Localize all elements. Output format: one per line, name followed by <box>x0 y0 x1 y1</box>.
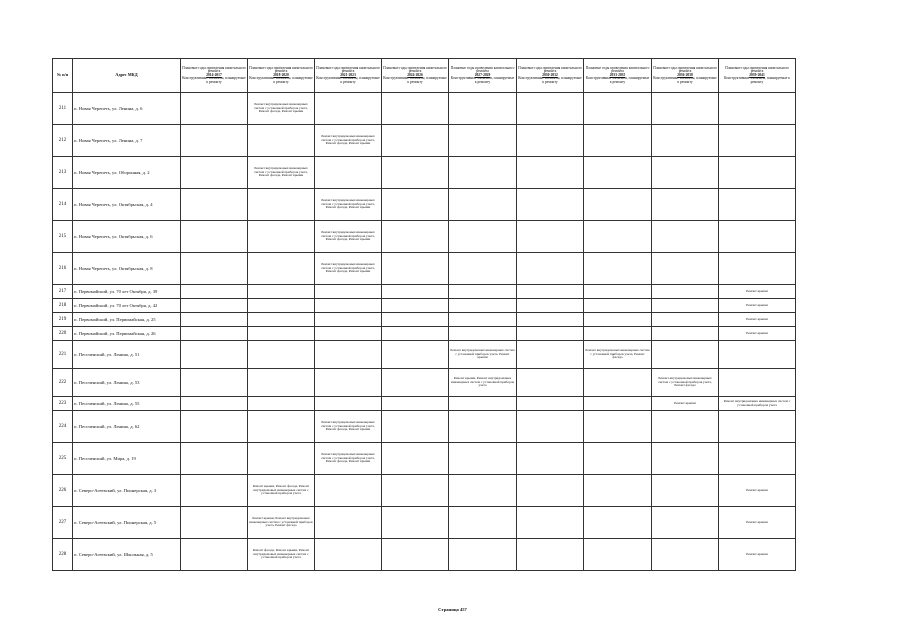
table-row <box>53 369 796 397</box>
period-years: 2033-2035 <box>609 72 626 77</box>
work-cell <box>315 507 382 539</box>
work-cell <box>449 443 517 475</box>
work-cell <box>449 507 517 539</box>
work-cell <box>382 443 449 475</box>
work-cell <box>181 507 248 539</box>
table-row <box>53 411 796 443</box>
work-cell <box>382 313 449 327</box>
work-cell <box>719 157 796 189</box>
table-row <box>53 443 796 475</box>
work-cell <box>181 397 248 411</box>
work-cell <box>315 299 382 313</box>
work-cell <box>584 397 652 411</box>
work-cell <box>181 313 248 327</box>
period-planned-label: Плановые годы проведения капитального ремонта <box>249 65 313 74</box>
table-header <box>53 59 796 93</box>
work-cell: Ремонт крыши <box>719 285 796 299</box>
table-row <box>53 313 796 327</box>
work-cell <box>584 221 652 253</box>
period-years: 2024-2026 <box>407 72 423 77</box>
row-address: п. Новая Черепеть, ул. Ленина, д. 7 <box>73 125 181 157</box>
period-years: 2039-2041 <box>749 72 765 77</box>
work-cell <box>248 285 315 299</box>
work-cell <box>382 397 449 411</box>
work-cell <box>652 313 719 327</box>
row-address: п. Новая Черепеть, ул. Ленина, д. 6 <box>73 93 181 125</box>
row-number: 219 <box>53 313 73 327</box>
row-address: п. Северо-Агеевский, ул. Пионерская, д. 3 <box>73 475 181 507</box>
work-cell: Ремонт внутридомовых инженерных систем с установкой приборов учета, Ремонт фасада, Ремонт крыши <box>248 157 315 189</box>
work-cell <box>517 327 584 341</box>
period-elements-label: Конструктивные элементы, планируемые к ремонту <box>723 76 791 84</box>
period-planned-label: Плановые годы проведения капитального ремонта <box>518 65 582 74</box>
work-cell <box>517 125 584 157</box>
work-cell <box>517 299 584 313</box>
work-cell <box>584 253 652 285</box>
work-cell <box>652 341 719 369</box>
row-number: 222 <box>53 369 73 397</box>
period-elements-label: Конструктивные элементы, планируемые к ремонту <box>249 76 313 84</box>
work-cell <box>315 397 382 411</box>
period-elements-label: Конструктивные элементы, планируемые к ремонту <box>518 76 582 84</box>
work-cell <box>382 327 449 341</box>
work-cell: Ремонт внутридомовых инженерных систем с установкой приборов учета <box>719 397 796 411</box>
work-cell <box>382 125 449 157</box>
work-cell <box>584 475 652 507</box>
work-cell <box>719 189 796 221</box>
work-cell <box>652 411 719 443</box>
work-cell: Ремонт внутридомовых инженерных систем с установкой приборов учета, Ремонт фасада, Ремонт крыши <box>248 93 315 125</box>
work-cell <box>517 221 584 253</box>
header-period <box>248 59 315 93</box>
work-cell <box>652 507 719 539</box>
work-cell: Ремонт внутридомовых инженерных систем с установкой приборов учета, Ремонт фасада, Ремонт крыши <box>315 125 382 157</box>
table-row <box>53 327 796 341</box>
period-years: 2021-2023 <box>340 72 356 77</box>
table-row <box>53 299 796 313</box>
work-cell <box>449 221 517 253</box>
period-elements-label: Конструктивные элементы, планируемые к ремонту <box>653 76 717 84</box>
work-cell <box>181 189 248 221</box>
row-number: 228 <box>53 539 73 571</box>
page-number: Страница 457 <box>438 607 467 612</box>
row-number: 227 <box>53 507 73 539</box>
row-address: п. Первомайский, ул. Первомайская, д. 26 <box>73 327 181 341</box>
work-cell <box>181 93 248 125</box>
header-period <box>382 59 449 93</box>
work-cell <box>181 341 248 369</box>
work-cell: Ремонт фасада, Ремонт крыши, Ремонт внутридомовых инженерных систем с установкой приборов учета <box>248 539 315 571</box>
header-period <box>315 59 382 93</box>
table-row <box>53 285 796 299</box>
work-cell <box>382 299 449 313</box>
work-cell <box>517 475 584 507</box>
table-row <box>53 189 796 221</box>
work-cell <box>652 221 719 253</box>
work-cell <box>248 411 315 443</box>
work-cell <box>181 369 248 397</box>
work-cell <box>719 341 796 369</box>
work-cell <box>652 253 719 285</box>
table-row <box>53 341 796 369</box>
work-cell <box>719 93 796 125</box>
work-cell: Ремонт крыши, Ремонт внутридомовых инженерных систем с установкой приборов учета, Ремонт фасада <box>248 507 315 539</box>
row-address: п. Северо-Агеевский, ул. Пионерская, д. 5 <box>73 507 181 539</box>
row-address: п. Песоченский, ул. Ленина, д. 62 <box>73 411 181 443</box>
table-row <box>53 221 796 253</box>
work-cell <box>181 299 248 313</box>
work-cell <box>584 411 652 443</box>
work-cell <box>652 125 719 157</box>
period-elements-label: Конструктивные элементы, планируемые к ремонту <box>450 76 515 84</box>
period-elements-label: Конструктивные элементы, планируемые к ремонту <box>383 76 447 84</box>
work-cell <box>517 253 584 285</box>
header-period <box>449 59 517 93</box>
period-planned-label: Плановые годы проведения капитального ремонта <box>316 65 380 74</box>
work-cell <box>181 285 248 299</box>
work-cell <box>517 443 584 475</box>
period-years: 2036-2038 <box>677 72 693 77</box>
repair-plan-table <box>52 58 796 571</box>
row-address: п. Новая Черепеть, ул. Октябрьская, д. 4 <box>73 189 181 221</box>
table-row <box>53 539 796 571</box>
work-cell <box>382 285 449 299</box>
header-period <box>719 59 796 93</box>
work-cell <box>584 299 652 313</box>
work-cell <box>652 327 719 341</box>
work-cell <box>719 443 796 475</box>
row-address: п. Песоченский, ул. Ленина, д. 55 <box>73 397 181 411</box>
work-cell: Ремонт крыши <box>719 327 796 341</box>
period-planned-label: Плановые годы проведения капитального ремонта <box>383 65 447 74</box>
work-cell <box>584 539 652 571</box>
work-cell <box>517 285 584 299</box>
work-cell <box>248 125 315 157</box>
work-cell <box>652 539 719 571</box>
row-number: 211 <box>53 93 73 125</box>
row-number: 223 <box>53 397 73 411</box>
work-cell <box>584 507 652 539</box>
row-address: п. Первомайский, ул. Первомайская, д. 25 <box>73 313 181 327</box>
work-cell <box>382 411 449 443</box>
work-cell <box>248 443 315 475</box>
work-cell <box>315 285 382 299</box>
header-address: Адрес МКД <box>73 59 181 93</box>
work-cell: Ремонт внутридомовых инженерных систем с установкой приборов учета, Ремонт фасада, Ремонт крыши <box>315 221 382 253</box>
work-cell <box>181 157 248 189</box>
work-cell <box>449 475 517 507</box>
work-cell <box>315 539 382 571</box>
work-cell <box>517 411 584 443</box>
work-cell: Ремонт крыши <box>719 475 796 507</box>
work-cell <box>652 475 719 507</box>
work-cell <box>449 253 517 285</box>
work-cell <box>449 327 517 341</box>
work-cell <box>382 341 449 369</box>
work-cell <box>449 539 517 571</box>
work-cell <box>449 157 517 189</box>
row-number: 213 <box>53 157 73 189</box>
row-number: 212 <box>53 125 73 157</box>
work-cell: Ремонт внутридомовых инженерных систем с установкой приборов учета, Ремонт фасада, Ремонт крыши <box>315 443 382 475</box>
work-cell <box>652 157 719 189</box>
header-period <box>652 59 719 93</box>
work-cell <box>584 285 652 299</box>
work-cell <box>181 253 248 285</box>
work-cell: Ремонт крыши <box>719 539 796 571</box>
table-row <box>53 93 796 125</box>
work-cell <box>248 313 315 327</box>
work-cell <box>248 253 315 285</box>
work-cell: Ремонт внутридомовых инженерных систем с установкой приборов учета, Ремонт фасада <box>652 369 719 397</box>
work-cell <box>719 221 796 253</box>
row-address: п. Северо-Агеевский, ул. Школьная, д. 5 <box>73 539 181 571</box>
work-cell <box>248 221 315 253</box>
work-cell <box>652 189 719 221</box>
row-number: 214 <box>53 189 73 221</box>
work-cell <box>382 475 449 507</box>
work-cell <box>248 397 315 411</box>
work-cell <box>248 341 315 369</box>
work-cell <box>449 189 517 221</box>
work-cell <box>181 125 248 157</box>
period-elements-label: Конструктивные элементы, планируемые к ремонту <box>585 76 650 84</box>
work-cell: Ремонт внутридомовых инженерных систем с установкой приборов учета, Ремонт фасада <box>584 341 652 369</box>
work-cell: Ремонт крыши <box>719 299 796 313</box>
work-cell <box>181 539 248 571</box>
row-number: 220 <box>53 327 73 341</box>
work-cell <box>315 93 382 125</box>
work-cell <box>382 253 449 285</box>
work-cell <box>315 313 382 327</box>
work-cell <box>181 221 248 253</box>
work-cell <box>382 189 449 221</box>
table-row <box>53 475 796 507</box>
work-cell <box>382 369 449 397</box>
work-cell <box>315 157 382 189</box>
work-cell <box>719 253 796 285</box>
header-period <box>584 59 652 93</box>
row-number: 226 <box>53 475 73 507</box>
work-cell <box>517 507 584 539</box>
work-cell <box>584 369 652 397</box>
work-cell <box>315 341 382 369</box>
work-cell: Ремонт крыши <box>652 397 719 411</box>
row-number: 217 <box>53 285 73 299</box>
period-planned-label: Плановые годы проведения капитального ремонта <box>653 65 717 74</box>
work-cell: Ремонт внутридомовых инженерных систем с установкой приборов учета, Ремонт фасада, Ремонт крыши <box>315 189 382 221</box>
work-cell <box>584 327 652 341</box>
work-cell <box>517 189 584 221</box>
period-years: 2027-2029 <box>474 72 491 77</box>
work-cell <box>315 369 382 397</box>
period-elements-label: Конструктивные элементы, планируемые к ремонту <box>316 76 380 84</box>
row-number: 221 <box>53 341 73 369</box>
work-cell <box>652 443 719 475</box>
row-number: 215 <box>53 221 73 253</box>
work-cell: Ремонт внутридомовых инженерных систем с установкой приборов учета, Ремонт фасада, Ремонт крыши <box>315 411 382 443</box>
work-cell <box>248 369 315 397</box>
work-cell: Ремонт крыши <box>719 507 796 539</box>
work-cell <box>652 93 719 125</box>
work-cell <box>719 369 796 397</box>
table-row <box>53 507 796 539</box>
work-cell <box>517 539 584 571</box>
table-row <box>53 253 796 285</box>
work-cell <box>181 443 248 475</box>
row-number: 225 <box>53 443 73 475</box>
work-cell <box>449 411 517 443</box>
period-planned-label: Плановые годы проведения капитального ремонта <box>450 65 515 74</box>
work-cell <box>652 299 719 313</box>
table-body <box>53 93 796 571</box>
work-cell <box>517 397 584 411</box>
work-cell <box>382 507 449 539</box>
work-cell <box>517 313 584 327</box>
work-cell <box>248 327 315 341</box>
work-cell <box>517 369 584 397</box>
work-cell <box>181 411 248 443</box>
work-cell: Ремонт крыши <box>719 313 796 327</box>
row-address: п. Первомайский, ул. 70 лет Октября, д. 39 <box>73 285 181 299</box>
period-years: 2030-2032 <box>542 72 558 77</box>
header-number: № п/п <box>53 59 73 93</box>
work-cell <box>584 125 652 157</box>
table-row <box>53 157 796 189</box>
work-cell <box>382 93 449 125</box>
row-address: п. Новая Черепеть, ул. Октябрьская, д. 6 <box>73 221 181 253</box>
work-cell: Ремонт крыши, Ремонт фасада, Ремонт внутридомовых инженерных систем с установкой приборов учета <box>248 475 315 507</box>
row-address: п. Первомайский, ул. 70 лет Октября, д. 42 <box>73 299 181 313</box>
work-cell <box>652 285 719 299</box>
period-years: 2014-2017 <box>206 72 222 77</box>
work-cell <box>517 341 584 369</box>
work-cell <box>449 93 517 125</box>
work-cell <box>584 443 652 475</box>
work-cell <box>248 189 315 221</box>
work-cell: Ремонт внутридомовых инженерных систем с установкой приборов учета, Ремонт крыши <box>449 341 517 369</box>
work-cell <box>517 93 584 125</box>
row-number: 224 <box>53 411 73 443</box>
work-cell <box>517 157 584 189</box>
row-number: 216 <box>53 253 73 285</box>
table-row <box>53 125 796 157</box>
work-cell <box>382 539 449 571</box>
work-cell <box>584 157 652 189</box>
row-address: п. Песоченский, ул. Ленина, д. 53 <box>73 369 181 397</box>
work-cell <box>382 221 449 253</box>
header-period <box>181 59 248 93</box>
row-address: п. Новая Черепеть, ул. Октябрьская, д. 8 <box>73 253 181 285</box>
work-cell <box>449 397 517 411</box>
work-cell <box>584 313 652 327</box>
work-cell <box>719 411 796 443</box>
work-cell <box>449 125 517 157</box>
work-cell <box>315 475 382 507</box>
table-row <box>53 397 796 411</box>
row-address: п. Песоченский, ул. Ленина, д. 51 <box>73 341 181 369</box>
work-cell <box>315 327 382 341</box>
period-planned-label: Плановые годы проведения капитального ремонта <box>182 65 246 74</box>
work-cell <box>248 299 315 313</box>
work-cell <box>181 327 248 341</box>
work-cell <box>382 157 449 189</box>
period-planned-label: Плановые годы проведения капитального ремонта <box>725 65 789 74</box>
work-cell <box>449 313 517 327</box>
row-address: п. Новая Черепеть, ул. Оборонная, д. 2 <box>73 157 181 189</box>
period-years: 2018-2020 <box>273 72 289 77</box>
work-cell <box>584 189 652 221</box>
row-number: 218 <box>53 299 73 313</box>
work-cell: Ремонт крыши, Ремонт внутридомовых инженерных систем с установкой приборов учета <box>449 369 517 397</box>
period-elements-label: Конструктивные элементы, планируемые к ремонту <box>182 76 246 84</box>
work-cell: Ремонт внутридомовых инженерных систем с установкой приборов учета, Ремонт фасада, Ремонт крыши <box>315 253 382 285</box>
period-planned-label: Плановые годы проведения капитального ремонта <box>585 65 650 74</box>
work-cell <box>719 125 796 157</box>
row-address: п. Песоченский, ул. Мира, д. 19 <box>73 443 181 475</box>
work-cell <box>181 475 248 507</box>
work-cell <box>449 299 517 313</box>
work-cell <box>449 285 517 299</box>
header-period <box>517 59 584 93</box>
work-cell <box>584 93 652 125</box>
